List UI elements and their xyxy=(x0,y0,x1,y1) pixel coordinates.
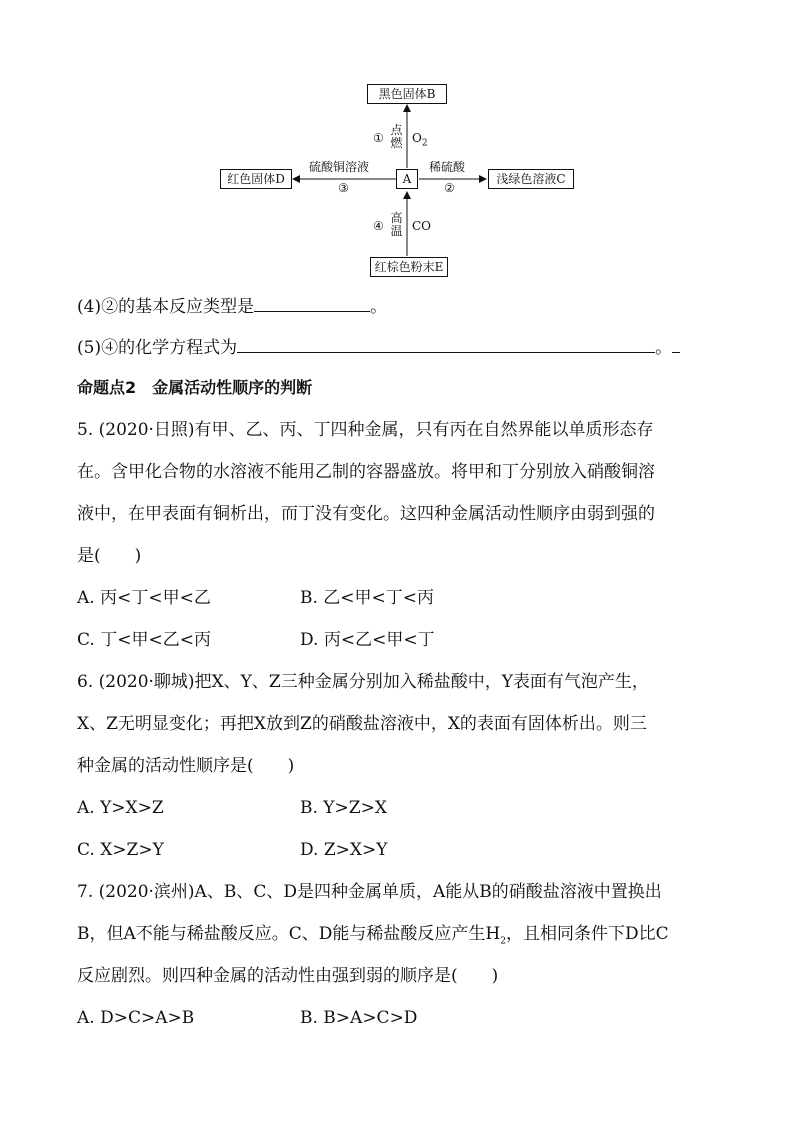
reaction-diagram xyxy=(200,76,600,282)
box-light-green-solution-c: 浅绿色溶液C xyxy=(488,169,574,189)
box-red-solid-d: 红色固体D xyxy=(220,169,292,189)
reaction-3-number: ③ xyxy=(338,181,349,195)
box-red-brown-powder-e: 红棕色粉末E xyxy=(370,257,448,277)
question-5-part-text: (5)④的化学方程式为 xyxy=(77,338,238,358)
reaction-1-reagent: $O_2$ xyxy=(412,131,428,149)
reaction-4-condition: 高 温 xyxy=(390,211,403,238)
box-a: A xyxy=(396,169,418,189)
q6-line-1: 6. (2020·聊城)把X、Y、Z三种金属分别加入稀盐酸中，Y表面有气泡产生， xyxy=(77,672,649,692)
reaction-2-number: ② xyxy=(444,181,455,195)
q7-option-a[interactable]: A. D>C>A>B xyxy=(77,1008,195,1028)
question-5-part-trailing-blank xyxy=(672,337,680,353)
question-4-answer-blank[interactable] xyxy=(254,296,370,312)
q6-option-a[interactable]: A. Y>X>Z xyxy=(77,798,164,818)
q5-line-4: 是( ) xyxy=(77,546,142,566)
q5-option-b[interactable]: B. 乙<甲<丁<丙 xyxy=(300,588,435,608)
q7-options-row-1 xyxy=(77,1007,418,1029)
q6-line-3: 种金属的活动性顺序是( ) xyxy=(77,756,295,776)
q5-option-a[interactable]: A. 丙<丁<甲<乙 xyxy=(77,588,211,608)
q7-line-2: B，但A不能与稀盐酸反应。C、D能与稀盐酸反应产生$H_2$，且相同条件下D比C xyxy=(77,924,669,947)
question-5-part-answer-blank[interactable] xyxy=(237,337,655,353)
reaction-1-number: ① xyxy=(373,131,384,145)
q5-line-2: 在。含甲化合物的水溶液不能用乙制的容器盛放。将甲和丁分别放入硝酸铜溶 xyxy=(77,462,655,482)
question-4-text: (4)②的基本反应类型是 xyxy=(77,297,255,317)
reaction-2-reagent: 稀硫酸 xyxy=(429,160,466,174)
q5-line-3: 液中，在甲表面有铜析出，而丁没有变化。这四种金属活动性顺序由弱到强的 xyxy=(77,504,655,524)
question-5-part-end: 。 xyxy=(655,338,673,358)
q7-option-b[interactable]: B. B>A>C>D xyxy=(300,1008,418,1028)
q6-option-b[interactable]: B. Y>Z>X xyxy=(300,798,387,818)
question-4-line xyxy=(77,296,387,318)
q7-line-1: 7. (2020·滨州)A、B、C、D是四种金属单质，A能从B的硝酸盐溶液中置换出 xyxy=(77,882,662,902)
reaction-3-reagent: 硫酸铜溶液 xyxy=(309,160,370,174)
q6-option-d[interactable]: D. Z>X>Y xyxy=(300,840,388,860)
q5-options-row-2 xyxy=(77,629,435,651)
box-black-solid-b: 黑色固体B xyxy=(367,84,447,104)
reaction-4-number: ④ xyxy=(373,219,384,233)
question-4-end: 。 xyxy=(370,297,388,317)
q5-line-1: 5. (2020·日照)有甲、乙、丙、丁四种金属，只有丙在自然界能以单质形态存 xyxy=(77,420,654,440)
reaction-1-condition: 点 燃 xyxy=(390,123,403,150)
q5-options-row-1 xyxy=(77,587,435,609)
q6-options-row-2 xyxy=(77,839,388,861)
q5-option-c[interactable]: C. 丁<甲<乙<丙 xyxy=(77,630,211,650)
q5-option-d[interactable]: D. 丙<乙<甲<丁 xyxy=(300,630,435,650)
q6-line-2: X、Z无明显变化；再把X放到Z的硝酸盐溶液中，X的表面有固体析出。则三 xyxy=(77,714,647,734)
reaction-4-reagent: CO xyxy=(412,219,432,233)
q6-options-row-1 xyxy=(77,797,387,819)
section-heading: 命题点2 金属活动性顺序的判断 xyxy=(77,378,313,397)
question-5-part-line xyxy=(77,337,680,359)
q6-option-c[interactable]: C. X>Z>Y xyxy=(77,840,164,860)
q7-line-3: 反应剧烈。则四种金属的活动性由强到弱的顺序是( ) xyxy=(77,966,499,986)
